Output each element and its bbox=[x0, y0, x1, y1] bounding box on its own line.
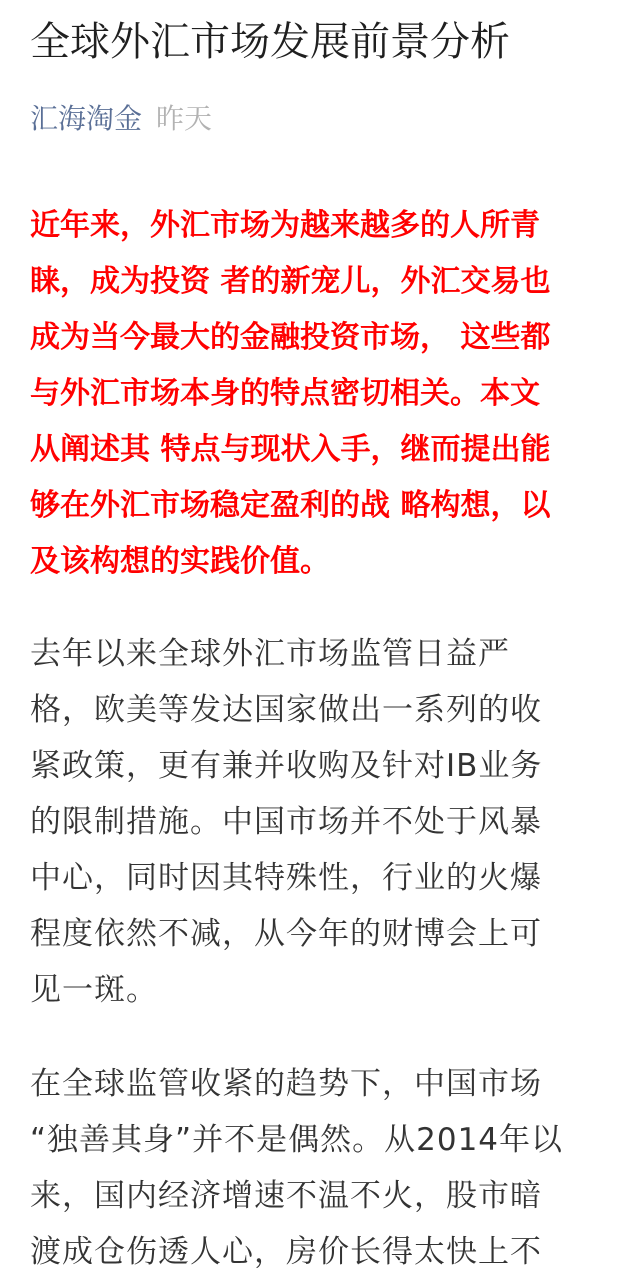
body-paragraph-2 bbox=[30, 1056, 620, 1280]
body-line: 程度依然不减，从今年的财博会上可 bbox=[30, 916, 542, 952]
body-line: 渡成仓伤透人心，房价长得太快上不 bbox=[30, 1234, 542, 1270]
lead-line: 成为当今最大的金融投资市场， 这些都 bbox=[30, 320, 551, 355]
lead-line: 睐，成为投资 者的新宠儿，外汇交易也 bbox=[30, 264, 551, 299]
body-line: 去年以来全球外汇市场监管日益严 bbox=[30, 636, 510, 672]
body-line: 的限制措施。中国市场并不处于风暴 bbox=[30, 804, 542, 840]
article-title: 全球外汇市场发展前景分析 bbox=[30, 19, 510, 65]
body-line: “独善其身”并不是偶然。从2014年以 bbox=[30, 1122, 564, 1158]
lead-line: 够在外汇市场稳定盈利的战 略构想，以 bbox=[30, 488, 551, 523]
body-line: 紧政策，更有兼并收购及针对IB业务 bbox=[30, 748, 543, 784]
body-line: 见一斑。 bbox=[30, 972, 158, 1008]
body-line: 格，欧美等发达国家做出一系列的收 bbox=[30, 692, 542, 728]
source-account-link[interactable]: 汇海淘金 bbox=[30, 102, 143, 135]
article-meta bbox=[30, 100, 212, 138]
publish-time: 昨天 bbox=[156, 102, 213, 135]
lead-line: 及该构想的实践价值。 bbox=[30, 544, 330, 579]
body-line: 在全球监管收紧的趋势下，中国市场 bbox=[30, 1066, 542, 1102]
body-paragraph-1 bbox=[30, 626, 620, 1018]
lead-line: 从阐述其 特点与现状入手，继而提出能 bbox=[30, 432, 551, 467]
lead-line: 与外汇市场本身的特点密切相关。本文 bbox=[30, 376, 540, 411]
lead-line: 近年来，外汇市场为越来越多的人所青 bbox=[30, 208, 540, 243]
body-line: 中心，同时因其特殊性，行业的火爆 bbox=[30, 860, 542, 896]
body-line: 来，国内经济增速不温不火，股市暗 bbox=[30, 1178, 542, 1214]
lead-paragraph bbox=[30, 198, 620, 590]
